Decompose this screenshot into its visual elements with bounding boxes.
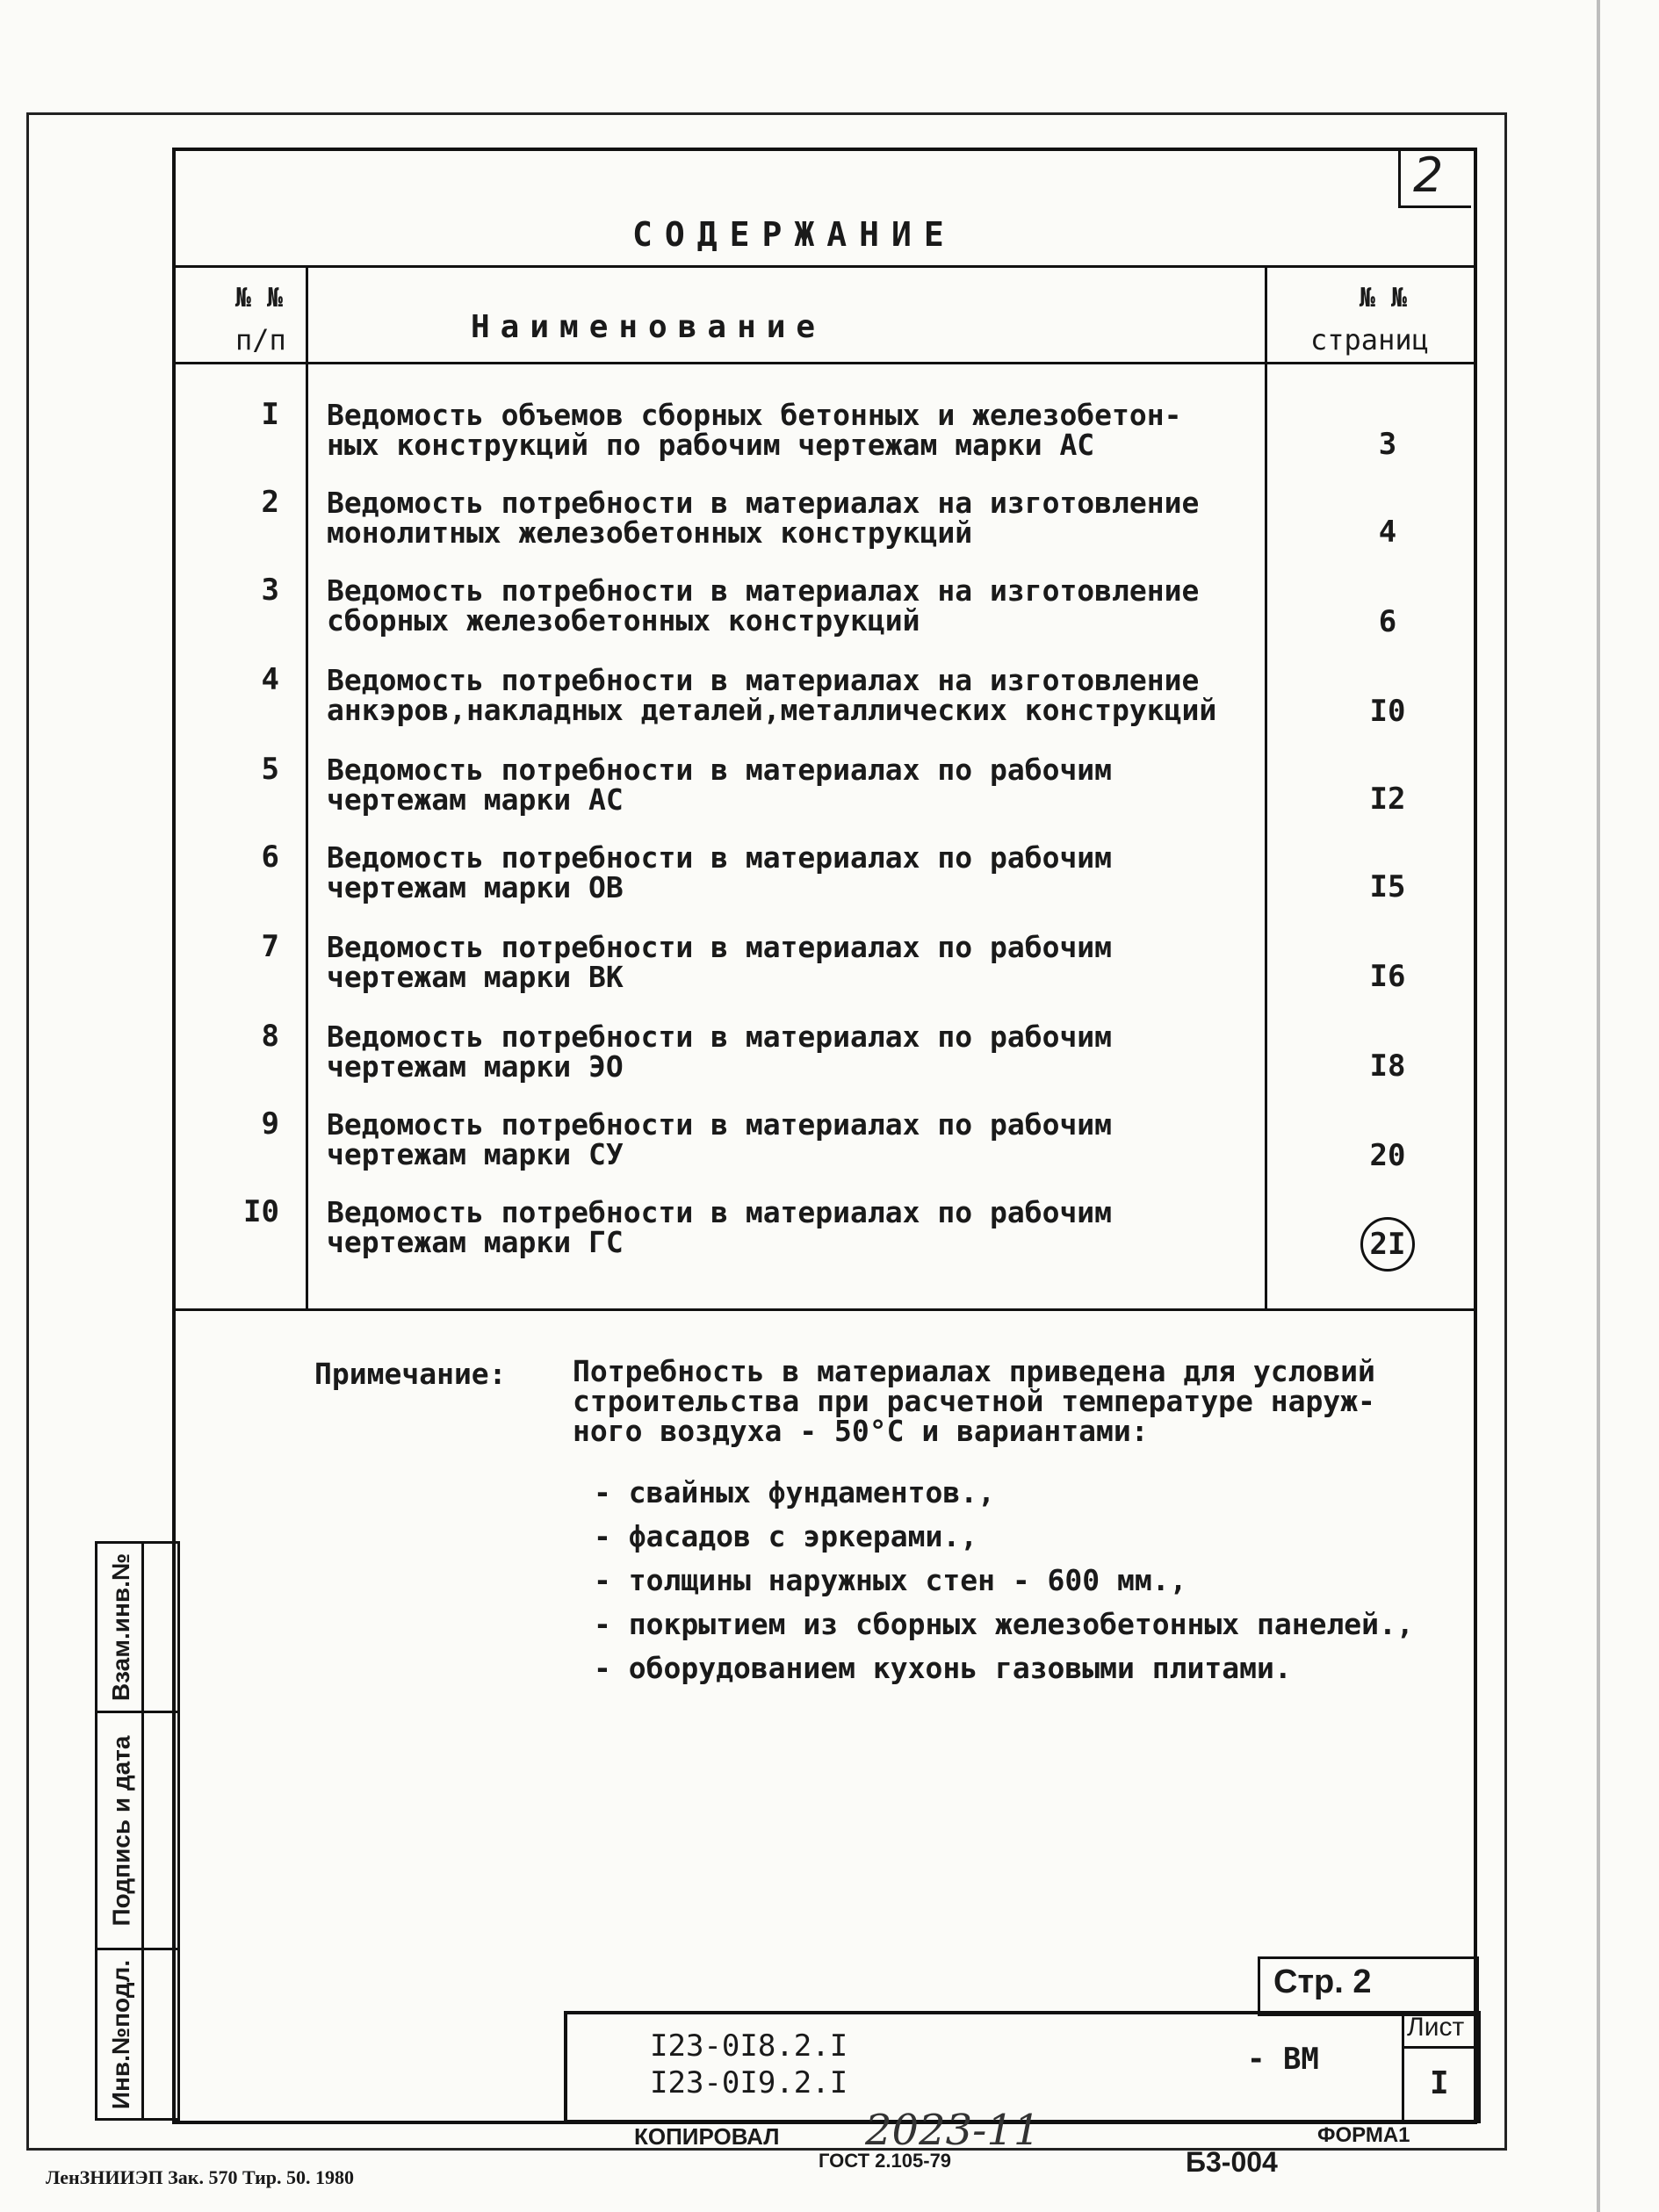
row-page: 3	[1378, 427, 1397, 462]
row-name: Ведомость потребности в материалах по рабочим чертежам марки СУ	[327, 1107, 1113, 1171]
row-page: I0	[1369, 694, 1406, 729]
row-page: 6	[1378, 604, 1397, 639]
copied-label: КОПИРОВАЛ	[634, 2123, 780, 2150]
row-number: I	[261, 397, 279, 432]
header-number-mark: № №	[235, 283, 284, 313]
table-top-line	[176, 265, 1474, 268]
document-code-1: I23-0I8.2.I	[650, 2028, 848, 2064]
note-bullet: - покрытием из сборных железобетонных панелей.,	[594, 1607, 1414, 1641]
inv-orig-label: Инв.№подл.	[107, 1959, 135, 2109]
note-text: Потребность в материалах приведена для условий строительства при расчетной температуре наруж- ного воздуха - 50°С и вариантами:	[573, 1354, 1375, 1448]
table-col-divider-2	[1265, 265, 1267, 1310]
row-name: Ведомость потребности в материалах по рабочим чертежам марки ОВ	[327, 840, 1113, 904]
row-number: 5	[261, 752, 279, 787]
row-number: 9	[261, 1106, 279, 1142]
header-number-label: п/п	[235, 323, 286, 357]
scan-edge-line	[1597, 0, 1600, 2212]
header-page-mark: № №	[1360, 283, 1408, 313]
row-name: Ведомость потребности в материалах по рабочим чертежам марки ЭО	[327, 1020, 1113, 1084]
row-page: I2	[1369, 782, 1406, 817]
row-page: I6	[1369, 959, 1406, 994]
list-value: I	[1430, 2065, 1449, 2101]
document-title: СОДЕРЖАНИЕ	[632, 215, 956, 254]
document-code-2: I23-0I9.2.I	[650, 2065, 848, 2100]
note-bullet: - оборудованием кухонь газовыми плитами.	[594, 1651, 1292, 1685]
exchange-inv-label: Взам.инв.№	[107, 1553, 135, 1702]
sign-date-cell	[95, 1711, 180, 1950]
row-name: Ведомость потребности в материалах на изготовление монолитных железобетонных конструкций	[327, 486, 1200, 550]
format-label: ФОРМА1	[1317, 2123, 1410, 2147]
row-number: 4	[261, 662, 279, 697]
row-name: Ведомость потребности в материалах на изготовление сборных железобетонных конструкций	[327, 573, 1200, 638]
row-page: I8	[1369, 1048, 1406, 1084]
page-number-box	[1398, 148, 1471, 208]
sheet-label: Стр. 2	[1273, 1963, 1372, 2000]
row-page: 4	[1378, 515, 1397, 550]
row-page: 20	[1369, 1138, 1406, 1173]
note-bullet: - свайных фундаментов.,	[594, 1475, 995, 1509]
header-page-label: страниц	[1310, 323, 1429, 357]
inv-orig-cell	[95, 1948, 180, 2121]
list-header-divider	[1402, 2046, 1474, 2049]
row-name: Ведомость потребности в материалах по рабочим чертежам марки ГС	[327, 1195, 1113, 1259]
table-col-divider-1	[306, 265, 308, 1310]
row-number: 2	[261, 485, 279, 520]
row-number: I0	[243, 1194, 279, 1229]
row-page: I5	[1369, 869, 1406, 904]
row-number: 3	[261, 573, 279, 608]
page-number: 2	[1413, 148, 1444, 203]
list-label: Лист	[1407, 2013, 1465, 2042]
row-name: Ведомость потребности в материалах по рабочим чертежам марки ВК	[327, 930, 1113, 994]
row-name: Ведомость объемов сборных бетонных и железобетон- ных конструкций по рабочим чертежам марки АС	[327, 398, 1182, 462]
sign-date-label: Подпись и дата	[107, 1735, 135, 1926]
exchange-inv-cell	[95, 1541, 180, 1713]
table-header-line	[176, 362, 1474, 364]
circled-page-number: 2I	[1360, 1217, 1415, 1272]
copy-date-handwritten: 2023-11	[865, 2106, 1041, 2155]
note-label: Примечание:	[314, 1357, 507, 1391]
header-name: Наименование	[471, 309, 826, 345]
list-divider	[1402, 2011, 1404, 2120]
row-name: Ведомость потребности в материалах по рабочим чертежам марки АС	[327, 753, 1113, 817]
row-number: 6	[261, 839, 279, 875]
side-stamp	[95, 1541, 180, 2121]
row-number: 8	[261, 1019, 279, 1054]
row-number: 7	[261, 929, 279, 964]
gost-label: ГОСТ 2.105-79	[819, 2150, 952, 2172]
document-mark: - ВМ	[1247, 2042, 1319, 2077]
note-bullet: - фасадов с эркерами.,	[594, 1519, 978, 1553]
row-name: Ведомость потребности в материалах на изготовление анкэров,накладных деталей,металлических конструкций	[327, 663, 1217, 727]
table-bottom-line	[176, 1308, 1474, 1311]
form-code: Б3-004	[1186, 2146, 1278, 2178]
note-bullet: - толщины наружных стен - 600 мм.,	[594, 1563, 1187, 1597]
printer-imprint: ЛенЗНИИЭП Зак. 570 Тир. 50. 1980	[46, 2166, 354, 2188]
row-page-circled	[1335, 1217, 1440, 1272]
